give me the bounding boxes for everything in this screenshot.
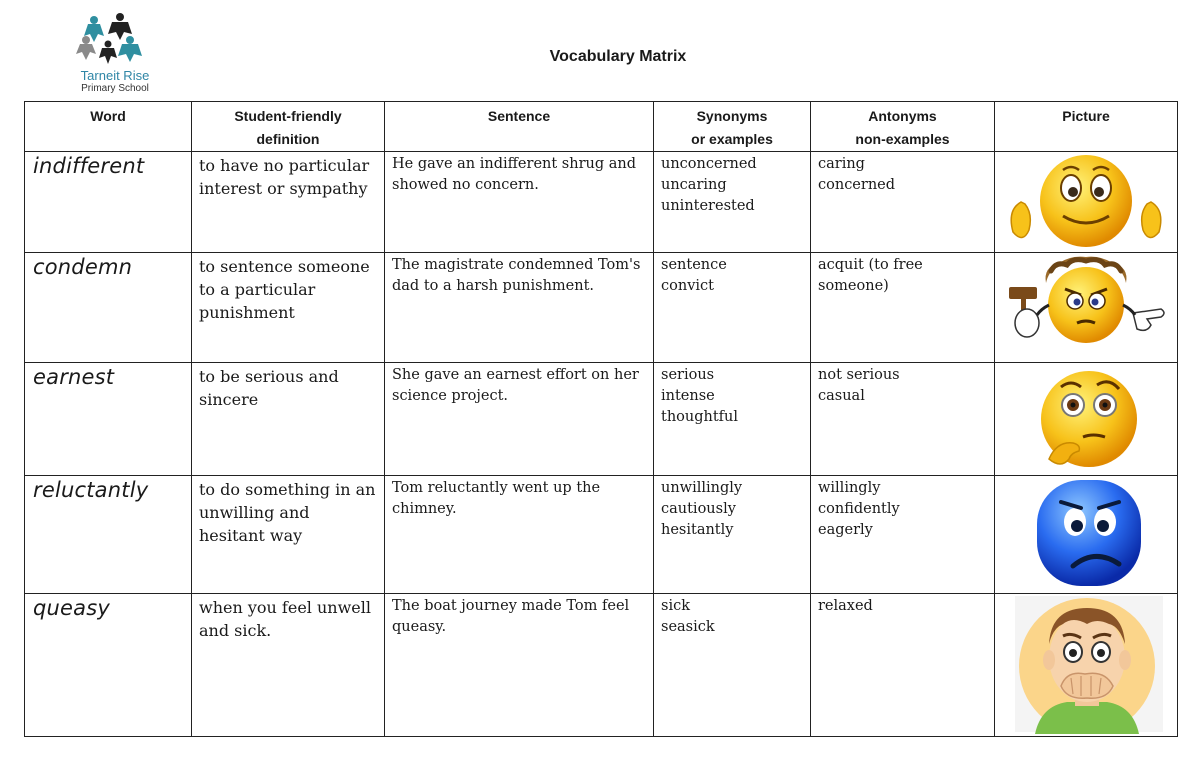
worried-blue-emoji-icon — [1001, 476, 1171, 590]
antonym-item: relaxed — [818, 598, 873, 614]
synonym-item: sentence — [661, 257, 727, 273]
word-cell: reluctantly — [25, 476, 192, 594]
antonyms-cell — [811, 253, 995, 363]
sentence-cell: The boat journey made Tom feel queasy. — [385, 594, 654, 737]
word-cell: condemn — [25, 253, 192, 363]
word-cell: indifferent — [25, 152, 192, 253]
picture-cell — [995, 152, 1178, 253]
definition-cell: to sentence someone to a particular punishment — [192, 253, 385, 363]
sentence-cell: He gave an indifferent shrug and showed no concern. — [385, 152, 654, 253]
antonyms-cell — [811, 476, 995, 594]
header-row — [25, 102, 1178, 152]
word-cell: queasy — [25, 594, 192, 737]
header-definition: Student-friendly definition — [192, 102, 385, 152]
header-antonyms: Antonyms non-examples — [811, 102, 995, 152]
antonyms-cell — [811, 594, 995, 737]
synonym-item: uncaring — [661, 177, 727, 193]
synonym-item: sick — [661, 598, 690, 614]
antonym-item: willingly — [818, 480, 881, 496]
synonym-item: intense — [661, 388, 715, 404]
logo-school-name: Tarneit Rise — [80, 68, 150, 83]
picture-cell — [995, 253, 1178, 363]
header-word: Word — [25, 102, 192, 152]
definition-cell: to be serious and sincere — [192, 363, 385, 476]
synonyms-cell — [654, 594, 811, 737]
antonyms-cell — [811, 152, 995, 253]
shrugging-emoji-icon — [1001, 152, 1171, 250]
picture-cell — [995, 363, 1178, 476]
synonym-item: thoughtful — [661, 409, 739, 425]
synonym-item: serious — [661, 367, 715, 383]
synonyms-cell — [654, 253, 811, 363]
picture-cell — [995, 476, 1178, 594]
header-synonyms: Synonyms or examples — [654, 102, 811, 152]
synonym-item: unconcerned — [661, 156, 757, 172]
word-cell: earnest — [25, 363, 192, 476]
table-row — [25, 253, 1178, 363]
synonyms-cell — [654, 363, 811, 476]
queasy-man-icon — [1001, 594, 1171, 734]
table-row — [25, 594, 1178, 737]
antonym-item: confidently — [818, 501, 900, 517]
definition-cell: when you feel unwell and sick. — [192, 594, 385, 737]
table-row — [25, 476, 1178, 594]
synonym-item: uninterested — [661, 198, 755, 214]
synonym-item: unwillingly — [661, 480, 743, 496]
vocabulary-table — [24, 101, 1178, 737]
logo-figures-icon — [74, 10, 152, 68]
antonyms-cell — [811, 363, 995, 476]
table-row — [25, 152, 1178, 253]
synonyms-cell — [654, 152, 811, 253]
antonym-item: concerned — [818, 177, 896, 193]
header-picture: Picture — [995, 102, 1178, 152]
header-sentence: Sentence — [385, 102, 654, 152]
definition-cell: to have no particular interest or sympathy — [192, 152, 385, 253]
sentence-cell: Tom reluctantly went up the chimney. — [385, 476, 654, 594]
picture-cell — [995, 594, 1178, 737]
synonym-item: convict — [661, 278, 714, 294]
synonym-item: cautiously — [661, 501, 736, 517]
antonym-item: eagerly — [818, 522, 873, 538]
synonym-item: hesitantly — [661, 522, 734, 538]
table-row — [25, 363, 1178, 476]
sentence-cell: She gave an earnest effort on her science project. — [385, 363, 654, 476]
antonym-item: someone) — [818, 278, 889, 294]
antonym-item: caring — [818, 156, 865, 172]
antonym-item: acquit (to free — [818, 257, 923, 273]
antonym-item: casual — [818, 388, 865, 404]
page-title: Vocabulary Matrix — [549, 48, 687, 65]
thinking-emoji-icon — [1001, 363, 1171, 471]
synonym-item: seasick — [661, 619, 715, 635]
logo-school-subtitle: Primary School — [81, 83, 149, 94]
judge-emoji-icon — [1001, 253, 1171, 353]
synonyms-cell — [654, 476, 811, 594]
school-logo — [70, 10, 156, 96]
sentence-cell: The magistrate condemned Tom's dad to a harsh punishment. — [385, 253, 654, 363]
definition-cell: to do something in an unwilling and hesitant way — [192, 476, 385, 594]
antonym-item: not serious — [818, 367, 900, 383]
